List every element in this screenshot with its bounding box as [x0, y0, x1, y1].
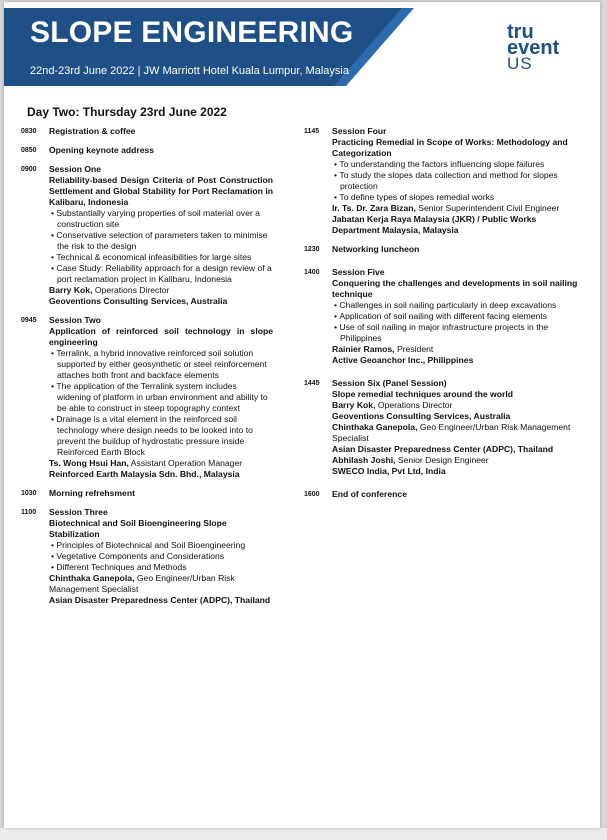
speaker [49, 285, 273, 296]
session-topic: Conquering the challenges and developments in soil nailing technique [332, 278, 578, 299]
bullet-item: • Conservative selection of parameters taken to minimise the risk to the design [49, 230, 273, 252]
speaker-name: Chinthaka Ganepola, [49, 573, 135, 583]
slot-label: Morning refrehsment [49, 488, 135, 498]
slot-label: Opening keynote address [49, 145, 155, 155]
bullet-item: • Case Study: Reliability approach for a design review of a port reclamation project in Kalibaru, Indonesia [49, 263, 273, 285]
session-label: Session Six (Panel Session) [332, 378, 447, 388]
agenda-slot-1145 [304, 126, 580, 236]
speaker [332, 422, 580, 444]
day-heading: Day Two: Thursday 23rd June 2022 [27, 105, 227, 119]
speaker-name: Rainier Ramos, [332, 344, 395, 354]
speaker-organization: Active Geoanchor Inc., Philippines [332, 355, 474, 365]
slot-time: 0850 [21, 147, 37, 154]
session-label: Session Five [332, 267, 385, 277]
slot-time: 1030 [21, 490, 37, 497]
bullet-item: • Terralink, a hybrid innovative reinforced soil solution supported by either geosynthetic or steel reinforcement attaches both front and backface elements [49, 348, 273, 381]
page-title: SLOPE ENGINEERING [30, 16, 354, 49]
speaker-role: Operations Director [375, 400, 453, 410]
slot-time: 1600 [304, 491, 320, 498]
page-bottom-strip [0, 828, 607, 840]
agenda-column-left [21, 126, 273, 614]
speaker-name: Chinthaka Ganepola, [332, 422, 418, 432]
bullet-item: • Different Techniques and Methods [49, 562, 273, 573]
agenda-column-right [304, 126, 580, 508]
session-bullets [49, 540, 273, 573]
session-label: Session Three [49, 507, 108, 517]
bullet-item: • Challenges in soil nailing particularly in deep excavations [332, 300, 580, 311]
agenda-slot-1600 [304, 489, 580, 500]
bullet-item: • Principles of Biotechnical and Soil Bioengineering [49, 540, 273, 551]
slot-time: 0900 [21, 166, 37, 173]
speaker-role: Senior Superintendent Civil Engineer [415, 203, 560, 213]
trueventus-logo: tru event US [507, 21, 560, 73]
speaker-name: Barry Kok, [49, 285, 93, 295]
agenda-slot-1230 [304, 244, 580, 255]
session-label: Session Four [332, 126, 387, 136]
bullet-item: • Application of soil nailing with different facing elements [332, 311, 580, 322]
slot-time: 1445 [304, 380, 320, 387]
speaker-name: Barry Kok, [332, 400, 376, 410]
speaker-organization: Reinforced Earth Malaysia Sdn. Bhd., Malaysia [49, 469, 240, 479]
slot-time: 1145 [304, 128, 320, 135]
speaker-role: Operations Director [92, 285, 170, 295]
session-bullets [49, 348, 273, 458]
agenda-slot-1445 [304, 378, 580, 477]
slot-label: End of conference [332, 489, 407, 499]
slot-label: Registration & coffee [49, 126, 136, 136]
agenda-slot-0850 [21, 145, 273, 156]
slot-time: 1400 [304, 269, 320, 276]
speaker-organization: Asian Disaster Preparedness Center (ADPC), Thailand [49, 595, 271, 605]
session-label: Session Two [49, 315, 101, 325]
speaker-name: Abhilash Joshi, [332, 455, 396, 465]
speaker [332, 400, 580, 411]
bullet-item: • To study the slopes data collection and method for slopes protection [332, 170, 580, 192]
session-topic: Biotechnical and Soil Bioengineering Slope Stabilization [49, 518, 227, 539]
speaker [49, 573, 273, 595]
speaker [332, 344, 580, 355]
bullet-item: • Vegetative Components and Considerations [49, 551, 273, 562]
speaker-name: Ts. Wong Hsui Han, [49, 458, 129, 468]
agenda-slot-1400 [304, 267, 580, 366]
slot-time: 1100 [21, 509, 37, 516]
speaker [332, 203, 580, 214]
session-topic: Slope remedial techniques around the world [332, 389, 513, 399]
bullet-item: • Use of soil nailing in major infrastructure projects in the Philippines [332, 322, 580, 344]
speaker-organization: Geoventions Consulting Services, Australia [49, 296, 228, 306]
slot-time: 1230 [304, 246, 320, 253]
speaker-name: Ir. Ts. Dr. Zara Bizan, [332, 203, 416, 213]
speaker-role: Senior Design Engineer [395, 455, 489, 465]
event-date-venue: 22nd-23rd June 2022 | JW Marriott Hotel Kuala Lumpur, Malaysia [30, 65, 349, 77]
bullet-item: • Drainage is a vital element in the reinforced soil technology where design needs to be looked into to prevent the buildup of hydrostatic pressure inside Reinforced Earth Block [49, 414, 273, 458]
speaker-role: Assistant Operation Manager [128, 458, 243, 468]
session-label: Session One [49, 164, 102, 174]
agenda-slot-1100 [21, 507, 273, 606]
session-bullets [332, 159, 580, 203]
speaker [332, 455, 580, 466]
bullet-item: • Technical & economical infeasibilities for large sites [49, 252, 273, 263]
speaker-organization: SWECO India, Pvt Ltd, India [332, 466, 446, 476]
bullet-item: • The application of the Terralink system includes widening of platform in urban environment and ability to be able to construct in steep topography context [49, 381, 273, 414]
bullet-item: • Substantially varying properties of soil material over a construction site [49, 208, 273, 230]
session-topic: Application of reinforced soil technology in slope engineering [49, 326, 273, 347]
bullet-item: • To understanding the factors influencing slope failures [332, 159, 580, 170]
session-bullets [332, 300, 580, 344]
session-bullets [49, 208, 273, 285]
speaker-role: Geo Engineer/Urban Risk Management Specialist [49, 573, 235, 594]
agenda-slot-0830 [21, 126, 273, 137]
speaker [49, 458, 273, 469]
speaker-organization: Geoventions Consulting Services, Australia [332, 411, 511, 421]
agenda-page [4, 2, 600, 828]
speaker-organization: Asian Disaster Preparedness Center (ADPC), Thailand [332, 444, 554, 454]
speaker-role: Geo Engineer/Urban Risk Management Specialist [332, 422, 571, 443]
speaker-role: President [394, 344, 434, 354]
speaker-organization: Jabatan Kerja Raya Malaysia (JKR) / Public Works Department Malaysia, Malaysia [332, 214, 537, 235]
agenda-slot-0945 [21, 315, 273, 480]
bullet-item: • To define types of slopes remedial works [332, 192, 580, 203]
session-topic: Reliability-based Design Criteria of Post Construction Settlement and Global Stability for Port Reclamation in Kalibaru, Indonesia [49, 175, 273, 207]
slot-time: 0945 [21, 317, 37, 324]
agenda-slot-1030 [21, 488, 273, 499]
session-topic: Practicing Remedial in Scope of Works: Methodology and Categorization [332, 137, 568, 158]
slot-label: Networking luncheon [332, 244, 420, 254]
agenda-slot-0900 [21, 164, 273, 307]
slot-time: 0830 [21, 128, 37, 135]
